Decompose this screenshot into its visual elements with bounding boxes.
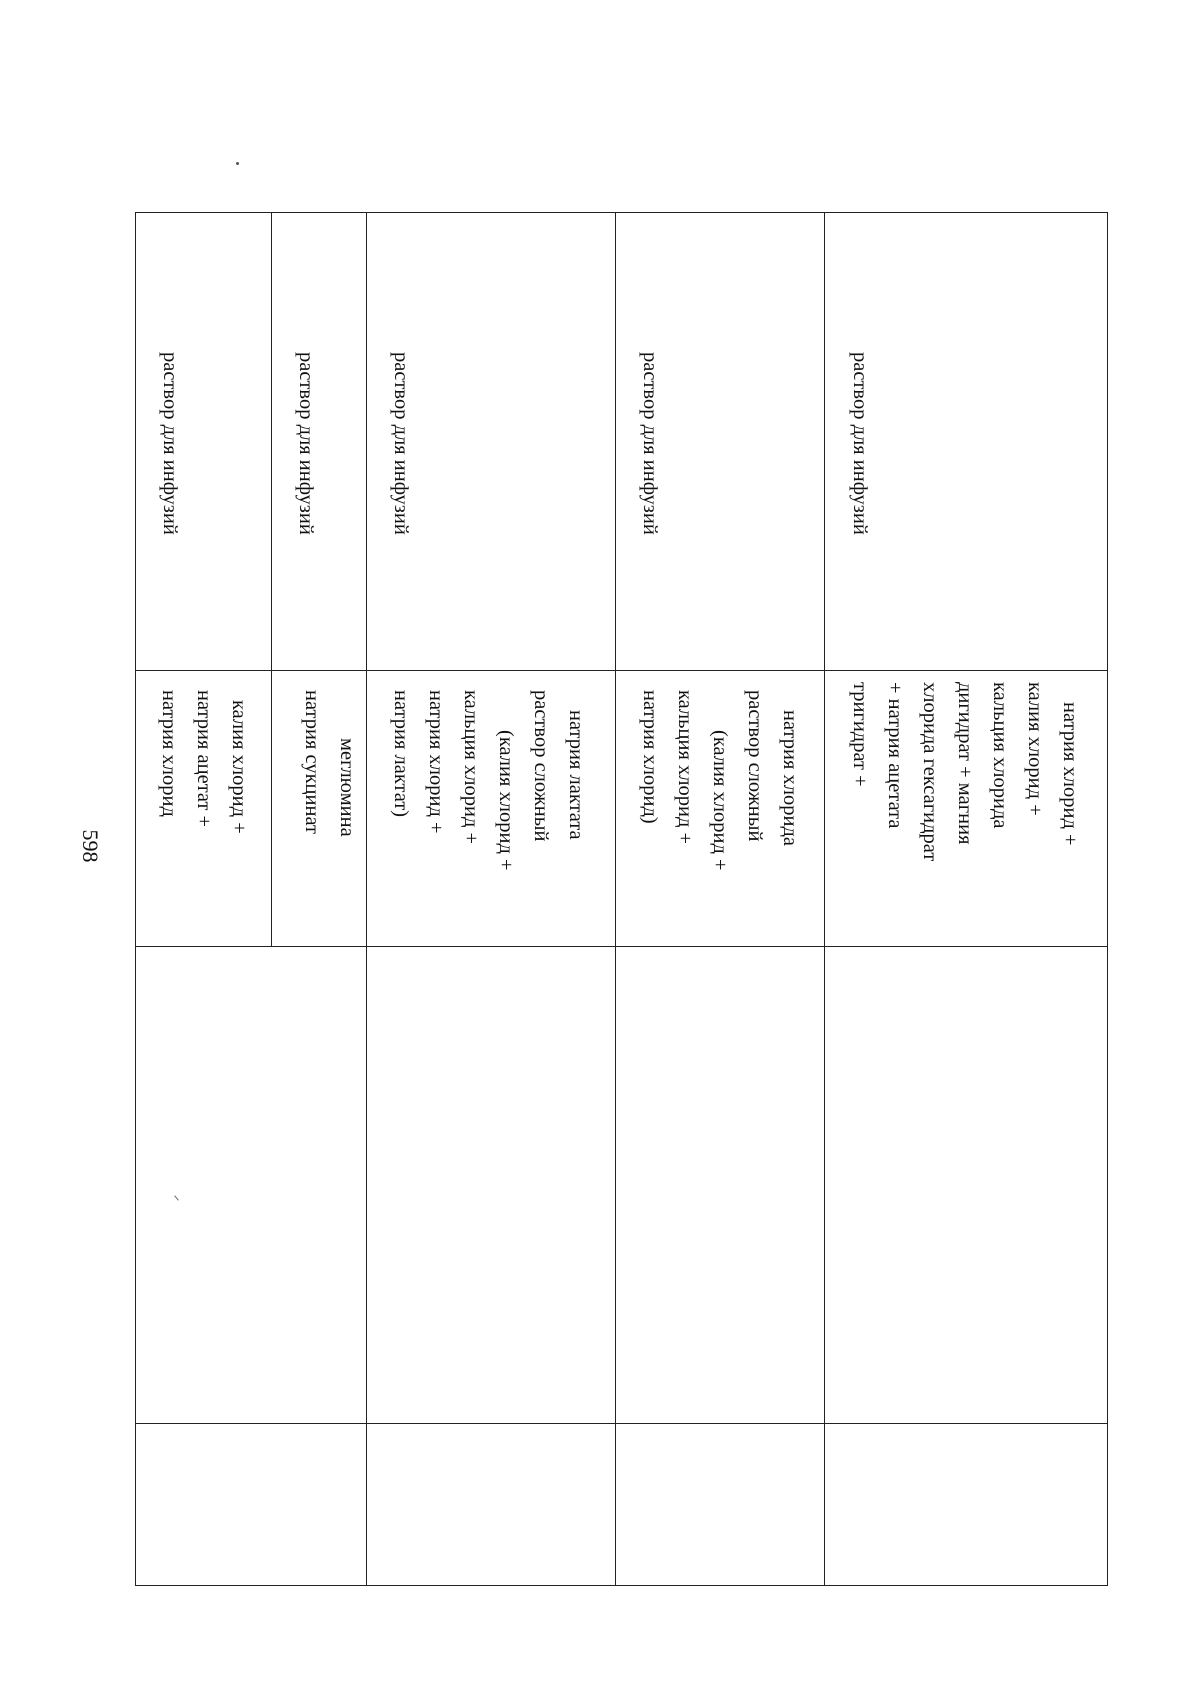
ingredient-line: дигидрат + магния	[954, 682, 976, 845]
ingredient-line: натрия хлорида	[779, 710, 801, 847]
ingredient-line: меглюмина	[336, 738, 358, 837]
ingredient-line: натрия хлорид)	[639, 690, 661, 824]
ingredient-line: раствор сложный	[744, 690, 766, 842]
page-number: 598	[78, 829, 103, 863]
sub-row-divider	[271, 212, 272, 947]
dosage-form-cell	[383, 352, 418, 535]
ingredient-line: калия хлорид +	[1024, 682, 1046, 816]
ingredient-line: (калия хлорид +	[495, 730, 517, 871]
ingredient-line: натрия сукцинат	[301, 690, 323, 835]
table-border-right	[1107, 212, 1108, 1585]
scan-speck	[236, 162, 239, 165]
dosage-form-cell	[288, 352, 323, 535]
ingredient-line: кальция хлорид +	[674, 690, 696, 845]
dosage-form-cell	[632, 352, 667, 535]
ingredient-line: + натрия ацетата	[884, 682, 906, 829]
table-column-divider	[135, 1423, 1108, 1424]
table-row-divider	[366, 212, 367, 1585]
ingredient-line: калия хлорид +	[228, 700, 250, 834]
ingredient-cell	[842, 682, 1087, 940]
dosage-form-text: раствор для инфузий	[295, 352, 317, 535]
ingredient-line: натрия лактат)	[390, 690, 412, 818]
ingredient-line: (калия хлорид +	[709, 730, 731, 871]
ingredient-line: натрия ацетат +	[193, 690, 215, 828]
table-border-left	[135, 212, 136, 1585]
ingredient-line: кальция хлорид +	[460, 690, 482, 845]
table-border-top	[135, 212, 1108, 213]
dosage-form-text: раствор для инфузий	[639, 352, 661, 535]
table-column-divider	[135, 946, 1108, 947]
dosage-form-cell	[152, 352, 187, 535]
ingredient-line: натрия лактата	[565, 710, 587, 840]
ingredient-line: натрия хлорид +	[425, 690, 447, 834]
ingredient-line: хлорида гексагидрат	[919, 682, 941, 862]
dosage-form-cell	[842, 352, 877, 535]
ingredient-line: натрия хлорид +	[1059, 702, 1081, 846]
dosage-form-text: раствор для инфузий	[159, 352, 181, 535]
dosage-form-text: раствор для инфузий	[390, 352, 412, 535]
ingredient-cell	[632, 690, 807, 940]
table-border-bottom	[135, 1585, 1108, 1586]
table-row-divider	[615, 212, 616, 1585]
ingredient-line: тригидрат +	[849, 682, 871, 787]
table-column-divider	[135, 670, 1108, 671]
ingredient-cell	[294, 690, 364, 940]
ingredient-line: раствор сложный	[530, 690, 552, 842]
dosage-form-text: раствор для инфузий	[849, 352, 871, 535]
ingredient-line: кальция хлорида	[989, 682, 1011, 829]
ingredient-line: натрия хлорид	[158, 690, 180, 817]
ingredient-cell	[151, 690, 256, 940]
table-row-divider	[824, 212, 825, 1585]
scan-mark	[174, 1195, 179, 1200]
ingredient-cell	[383, 690, 593, 940]
